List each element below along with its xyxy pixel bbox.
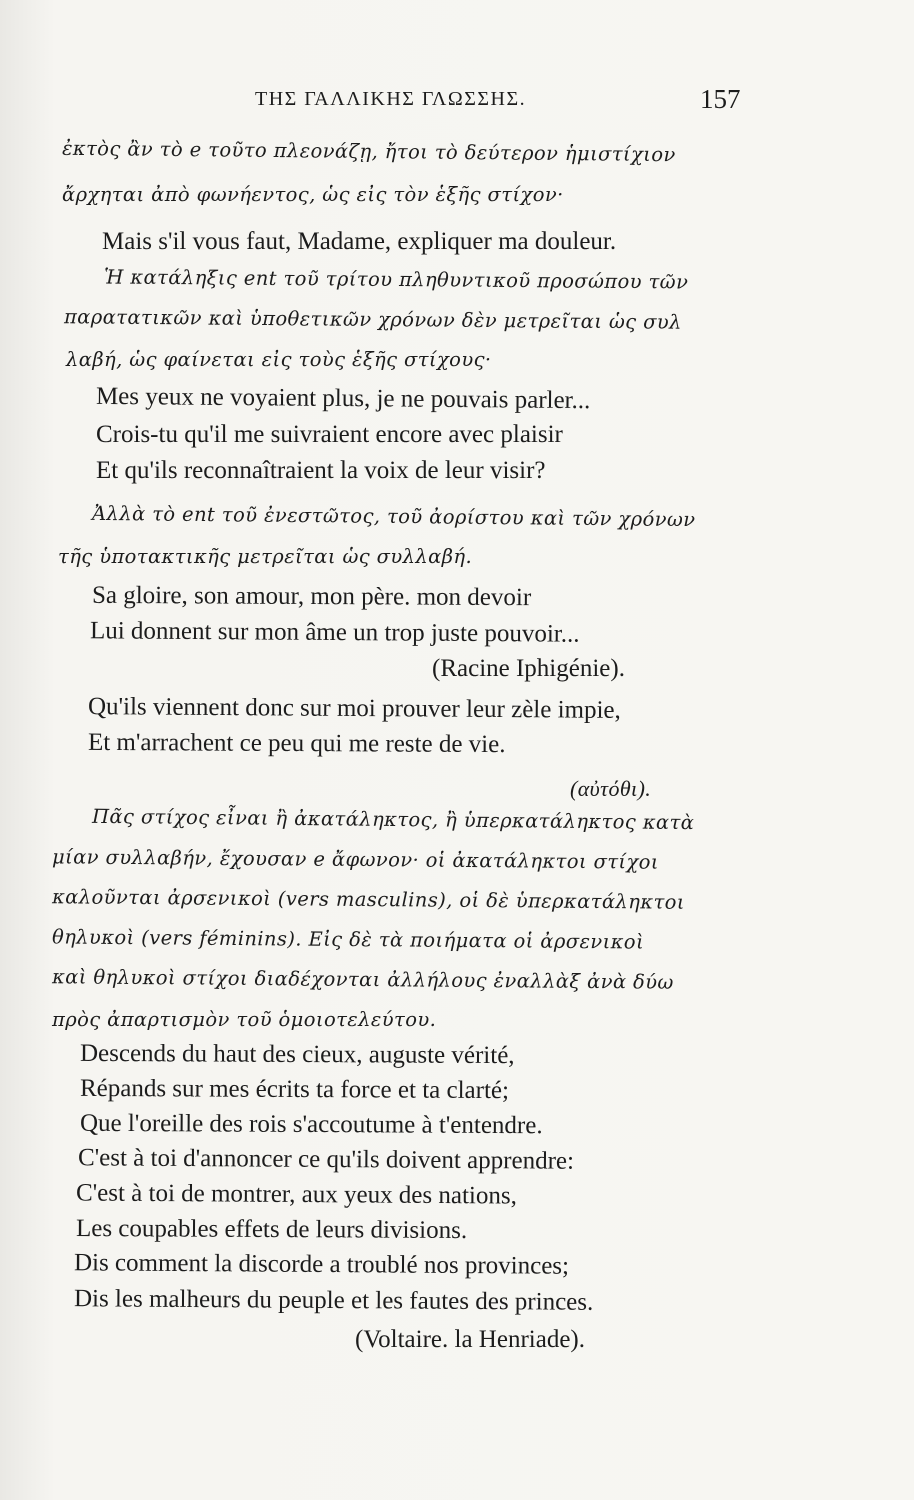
verse-line: Sa gloire, son amour, mon père. mon devoir	[91, 581, 532, 612]
greek-text-line: ἄρχηται ἀπὸ φωνήεντος, ὡς εἰς τὸν ἑξῆς στίχον·	[62, 183, 564, 206]
verse-line: Lui donnent sur mon âme un trop juste pouvoir...	[89, 617, 580, 648]
greek-text-line: θηλυκοὶ (vers féminins). Εἰς δὲ τὰ ποιήματα οἱ ἀρσενικοὶ	[51, 925, 645, 954]
greek-text-line: Πᾶς στίχος εἶναι ἢ ἀκατάληκτος, ἢ ὑπερκατάληκτος κατὰ	[91, 804, 695, 835]
running-head: ΤΗΣ ΓΑΛΛΙΚΗΣ ΓΛΩΣΣΗΣ.	[255, 88, 527, 110]
page-header	[0, 84, 914, 124]
verse-line: Qu'ils viennent donc sur moi prouver leur zèle impie,	[87, 693, 621, 724]
verse-line: Dis comment la discorde a troublé nos provinces;	[73, 1249, 570, 1280]
greek-text-line: μίαν συλλαβήν, ἔχουσαν e ἄφωνον· οἱ ἀκατάληκτοι στίχοι	[51, 845, 660, 874]
greek-text-line: ἐκτὸς ἂν τὸ e τοῦτο πλεονάζῃ, ἤτοι τὸ δεύτερον ἡμιστίχιον	[61, 136, 676, 167]
verse-line: Mes yeux ne voyaient plus, je ne pouvais parler...	[95, 382, 591, 415]
greek-text-line: παρατατικῶν καὶ ὑποθετικῶν χρόνων δὲν μετρεῖται ὡς συλ	[63, 305, 682, 334]
verse-line: Répands sur mes écrits ta force et ta clarté;	[79, 1074, 510, 1105]
verse-line: Et qu'ils reconnaîtraient la voix de leur visir?	[96, 457, 546, 484]
verse-line: Les coupables effets de leurs divisions.	[75, 1214, 468, 1245]
greek-text-line: πρὸς ἀπαρτισμὸν τοῦ ὁμοιοτελεύτου.	[52, 1008, 437, 1031]
greek-text-line: Ἡ κατάληξις ent τοῦ τρίτου πληθυντικοῦ προσώπου τῶν	[103, 265, 689, 294]
verse-line: Que l'oreille des rois s'accoutume à t'entendre.	[79, 1109, 543, 1140]
greek-text-line: Ἀλλὰ τὸ ent τοῦ ἐνεστῶτος, τοῦ ἀορίστου καὶ τῶν χρόνων	[91, 501, 696, 532]
verse-line: Et m'arrachent ce peu qui me reste de vie.	[87, 728, 506, 759]
verse-line: Crois-tu qu'il me suivraient encore avec plaisir	[96, 421, 563, 448]
citation: (Voltaire. la Henriade).	[355, 1326, 585, 1353]
greek-text-line: καλοῦνται ἀρσενικοὶ (vers masculins), οἱ δὲ ὑπερκατάληκτοι	[51, 885, 685, 914]
greek-text-line: καὶ θηλυκοὶ στίχοι διαδέχονται ἀλλήλους ἐναλλὰξ ἀνὰ δύω	[51, 965, 674, 994]
verse-line: C'est à toi d'annoncer ce qu'ils doivent apprendre:	[77, 1144, 575, 1175]
greek-text-line: τῆς ὑποτακτικῆς μετρεῖται ὡς συλλαβή.	[58, 545, 473, 568]
verse-line: Mais s'il vous faut, Madame, expliquer ma douleur.	[102, 228, 617, 255]
citation: (αὐτόθι).	[570, 776, 652, 801]
greek-text-line: λαβή, ὡς φαίνεται εἰς τοὺς ἑξῆς στίχους·	[66, 348, 492, 371]
verse-line: Dis les malheurs du peuple et les fautes des princes.	[73, 1285, 594, 1316]
page-number: 157	[700, 84, 741, 114]
verse-line: Descends du haut des cieux, auguste vérité,	[79, 1039, 515, 1070]
verse-line: C'est à toi de montrer, aux yeux des nations,	[75, 1179, 517, 1210]
citation: (Racine Iphigénie).	[432, 655, 625, 682]
